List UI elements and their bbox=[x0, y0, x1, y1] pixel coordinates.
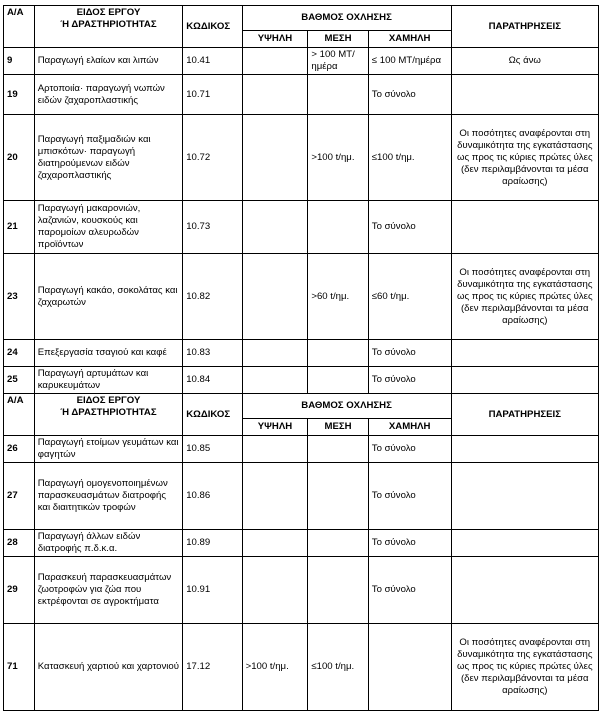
table-row bbox=[4, 436, 599, 463]
header-row-top bbox=[4, 394, 599, 419]
table-row bbox=[4, 624, 599, 711]
row-description: Παραγωγή κακάο, σοκολάτας και ζαχαρωτών bbox=[34, 254, 182, 340]
row-aa: 21 bbox=[4, 201, 35, 254]
header-vathmos: ΒΑΘΜΟΣ ΟΧΛΗΣΗΣ bbox=[242, 394, 451, 419]
row-remark bbox=[451, 340, 598, 367]
row-high bbox=[242, 367, 308, 394]
row-high bbox=[242, 530, 308, 557]
row-low: Το σύνολο bbox=[368, 340, 451, 367]
row-code: 10.89 bbox=[183, 530, 242, 557]
row-mid bbox=[308, 340, 368, 367]
row-aa: 23 bbox=[4, 254, 35, 340]
row-low: ≤100 t/ημ. bbox=[368, 115, 451, 201]
row-high bbox=[242, 436, 308, 463]
header-mesi: ΜΕΣΗ bbox=[308, 419, 368, 436]
row-remark bbox=[451, 367, 598, 394]
row-aa: 71 bbox=[4, 624, 35, 711]
row-mid: > 100 MT/ημέρα bbox=[308, 48, 368, 75]
table-row bbox=[4, 48, 599, 75]
header-eidos-line1: ΕΙΔΟΣ ΕΡΓΟΥ bbox=[76, 395, 141, 406]
header-xamili: ΧΑΜΗΛΗ bbox=[368, 31, 451, 48]
row-description: Παραγωγή παξιμαδιών και μπισκότων· παραγωγή διατηρούμενων ειδών ζαχαροπλαστικής bbox=[34, 115, 182, 201]
header-ypsili: ΥΨΗΛΗ bbox=[242, 31, 308, 48]
row-description: Επεξεργασία τσαγιού και καφέ bbox=[34, 340, 182, 367]
table-body bbox=[4, 6, 599, 711]
row-code: 10.91 bbox=[183, 557, 242, 624]
row-mid bbox=[308, 75, 368, 115]
row-high bbox=[242, 340, 308, 367]
row-code: 10.85 bbox=[183, 436, 242, 463]
header-eidos bbox=[34, 6, 182, 48]
row-aa: 19 bbox=[4, 75, 35, 115]
row-aa: 26 bbox=[4, 436, 35, 463]
row-code: 10.73 bbox=[183, 201, 242, 254]
header-row-top bbox=[4, 6, 599, 31]
row-remark bbox=[451, 530, 598, 557]
header-eidos-line2: Ή ΔΡΑΣΤΗΡΙΟΤΗΤΑΣ bbox=[60, 19, 157, 30]
row-remark: Οι ποσότητες αναφέρονται στη δυναμικότητα της εγκατάστασης ως προς τις κύριες πρώτες ύλες (δεν περιλαμβάνονται τα μέσα αραίωσης) bbox=[451, 115, 598, 201]
header-xamili: ΧΑΜΗΛΗ bbox=[368, 419, 451, 436]
row-low: Το σύνολο bbox=[368, 201, 451, 254]
row-high bbox=[242, 557, 308, 624]
row-high: >100 t/ημ. bbox=[242, 624, 308, 711]
header-paratiriseis: ΠΑΡΑΤΗΡΗΣΕΙΣ bbox=[451, 6, 598, 48]
row-aa: 24 bbox=[4, 340, 35, 367]
table-row bbox=[4, 75, 599, 115]
row-low: Το σύνολο bbox=[368, 75, 451, 115]
row-mid bbox=[308, 367, 368, 394]
row-remark: Ως άνω bbox=[451, 48, 598, 75]
row-aa: 28 bbox=[4, 530, 35, 557]
row-description: Αρτοποιία· παραγωγή νωπών ειδών ζαχαροπλαστικής bbox=[34, 75, 182, 115]
row-code: 10.41 bbox=[183, 48, 242, 75]
row-remark bbox=[451, 201, 598, 254]
document-page bbox=[3, 5, 599, 711]
row-description: Παραγωγή ετοίμων γευμάτων και φαγητών bbox=[34, 436, 182, 463]
row-high bbox=[242, 75, 308, 115]
row-high bbox=[242, 254, 308, 340]
row-description: Παρασκευή παρασκευασμάτων ζωοτροφών για ζώα που εκτρέφονται σε αγροκτήματα bbox=[34, 557, 182, 624]
row-mid bbox=[308, 530, 368, 557]
row-remark bbox=[451, 557, 598, 624]
row-mid bbox=[308, 463, 368, 530]
row-aa: 29 bbox=[4, 557, 35, 624]
header-eidos-line1: ΕΙΔΟΣ ΕΡΓΟΥ bbox=[76, 7, 141, 18]
row-description: Παραγωγή αρτυμάτων και καρυκευμάτων bbox=[34, 367, 182, 394]
row-description: Παραγωγή άλλων ειδών διατροφής π.δ.κ.α. bbox=[34, 530, 182, 557]
header-aa: Α/Α bbox=[4, 394, 35, 436]
row-aa: 9 bbox=[4, 48, 35, 75]
row-high bbox=[242, 201, 308, 254]
header-kodikos: ΚΩΔΙΚΟΣ bbox=[183, 394, 242, 436]
row-remark: Οι ποσότητες αναφέρονται στη δυναμικότητα της εγκατάστασης ως προς τις κύριες πρώτες ύλες (δεν περιλαμβάνονται τα μέσα αραίωσης) bbox=[451, 254, 598, 340]
row-aa: 25 bbox=[4, 367, 35, 394]
header-ypsili: ΥΨΗΛΗ bbox=[242, 419, 308, 436]
table-row bbox=[4, 115, 599, 201]
header-paratiriseis: ΠΑΡΑΤΗΡΗΣΕΙΣ bbox=[451, 394, 598, 436]
row-description: Παραγωγή ελαίων και λιπών bbox=[34, 48, 182, 75]
row-low: Το σύνολο bbox=[368, 367, 451, 394]
header-aa: Α/Α bbox=[4, 6, 35, 48]
row-code: 10.83 bbox=[183, 340, 242, 367]
row-code: 10.71 bbox=[183, 75, 242, 115]
row-remark bbox=[451, 463, 598, 530]
row-code: 10.82 bbox=[183, 254, 242, 340]
row-code: 10.84 bbox=[183, 367, 242, 394]
row-mid: >60 t/ημ. bbox=[308, 254, 368, 340]
row-remark bbox=[451, 75, 598, 115]
row-mid: ≤100 t/ημ. bbox=[308, 624, 368, 711]
table-row bbox=[4, 557, 599, 624]
row-low: ≤ 100 MT/ημέρα bbox=[368, 48, 451, 75]
row-remark: Οι ποσότητες αναφέρονται στη δυναμικότητα της εγκατάστασης ως προς τις κύριες πρώτες ύλες (δεν περιλαμβάνονται τα μέσα αραίωσης) bbox=[451, 624, 598, 711]
table-row bbox=[4, 254, 599, 340]
header-mesi: ΜΕΣΗ bbox=[308, 31, 368, 48]
header-kodikos: ΚΩΔΙΚΟΣ bbox=[183, 6, 242, 48]
table-row bbox=[4, 530, 599, 557]
table-row bbox=[4, 367, 599, 394]
table-row bbox=[4, 201, 599, 254]
header-eidos bbox=[34, 394, 182, 436]
row-aa: 27 bbox=[4, 463, 35, 530]
row-low bbox=[368, 624, 451, 711]
row-description: Παραγωγή μακαρονιών, λαζανιών, κουσκούς και παρομοίων αλευρωδών προϊόντων bbox=[34, 201, 182, 254]
table-row bbox=[4, 340, 599, 367]
row-mid bbox=[308, 436, 368, 463]
row-remark bbox=[451, 436, 598, 463]
row-aa: 20 bbox=[4, 115, 35, 201]
row-description: Παραγωγή ομογενοποιημένων παρασκευασμάτων διατροφής και διαιτητικών τροφών bbox=[34, 463, 182, 530]
row-mid: >100 t/ημ. bbox=[308, 115, 368, 201]
row-code: 10.86 bbox=[183, 463, 242, 530]
row-high bbox=[242, 48, 308, 75]
activity-table bbox=[3, 5, 599, 711]
header-eidos-line2: Ή ΔΡΑΣΤΗΡΙΟΤΗΤΑΣ bbox=[60, 407, 157, 418]
row-code: 17.12 bbox=[183, 624, 242, 711]
row-low: Το σύνολο bbox=[368, 530, 451, 557]
row-description: Κατασκευή χαρτιού και χαρτονιού bbox=[34, 624, 182, 711]
row-high bbox=[242, 463, 308, 530]
header-vathmos: ΒΑΘΜΟΣ ΟΧΛΗΣΗΣ bbox=[242, 6, 451, 31]
row-code: 10.72 bbox=[183, 115, 242, 201]
row-mid bbox=[308, 557, 368, 624]
row-low: ≤60 t/ημ. bbox=[368, 254, 451, 340]
row-high bbox=[242, 115, 308, 201]
table-row bbox=[4, 463, 599, 530]
row-mid bbox=[308, 201, 368, 254]
row-low: Το σύνολο bbox=[368, 557, 451, 624]
row-low: Το σύνολο bbox=[368, 436, 451, 463]
row-low: Το σύνολο bbox=[368, 463, 451, 530]
